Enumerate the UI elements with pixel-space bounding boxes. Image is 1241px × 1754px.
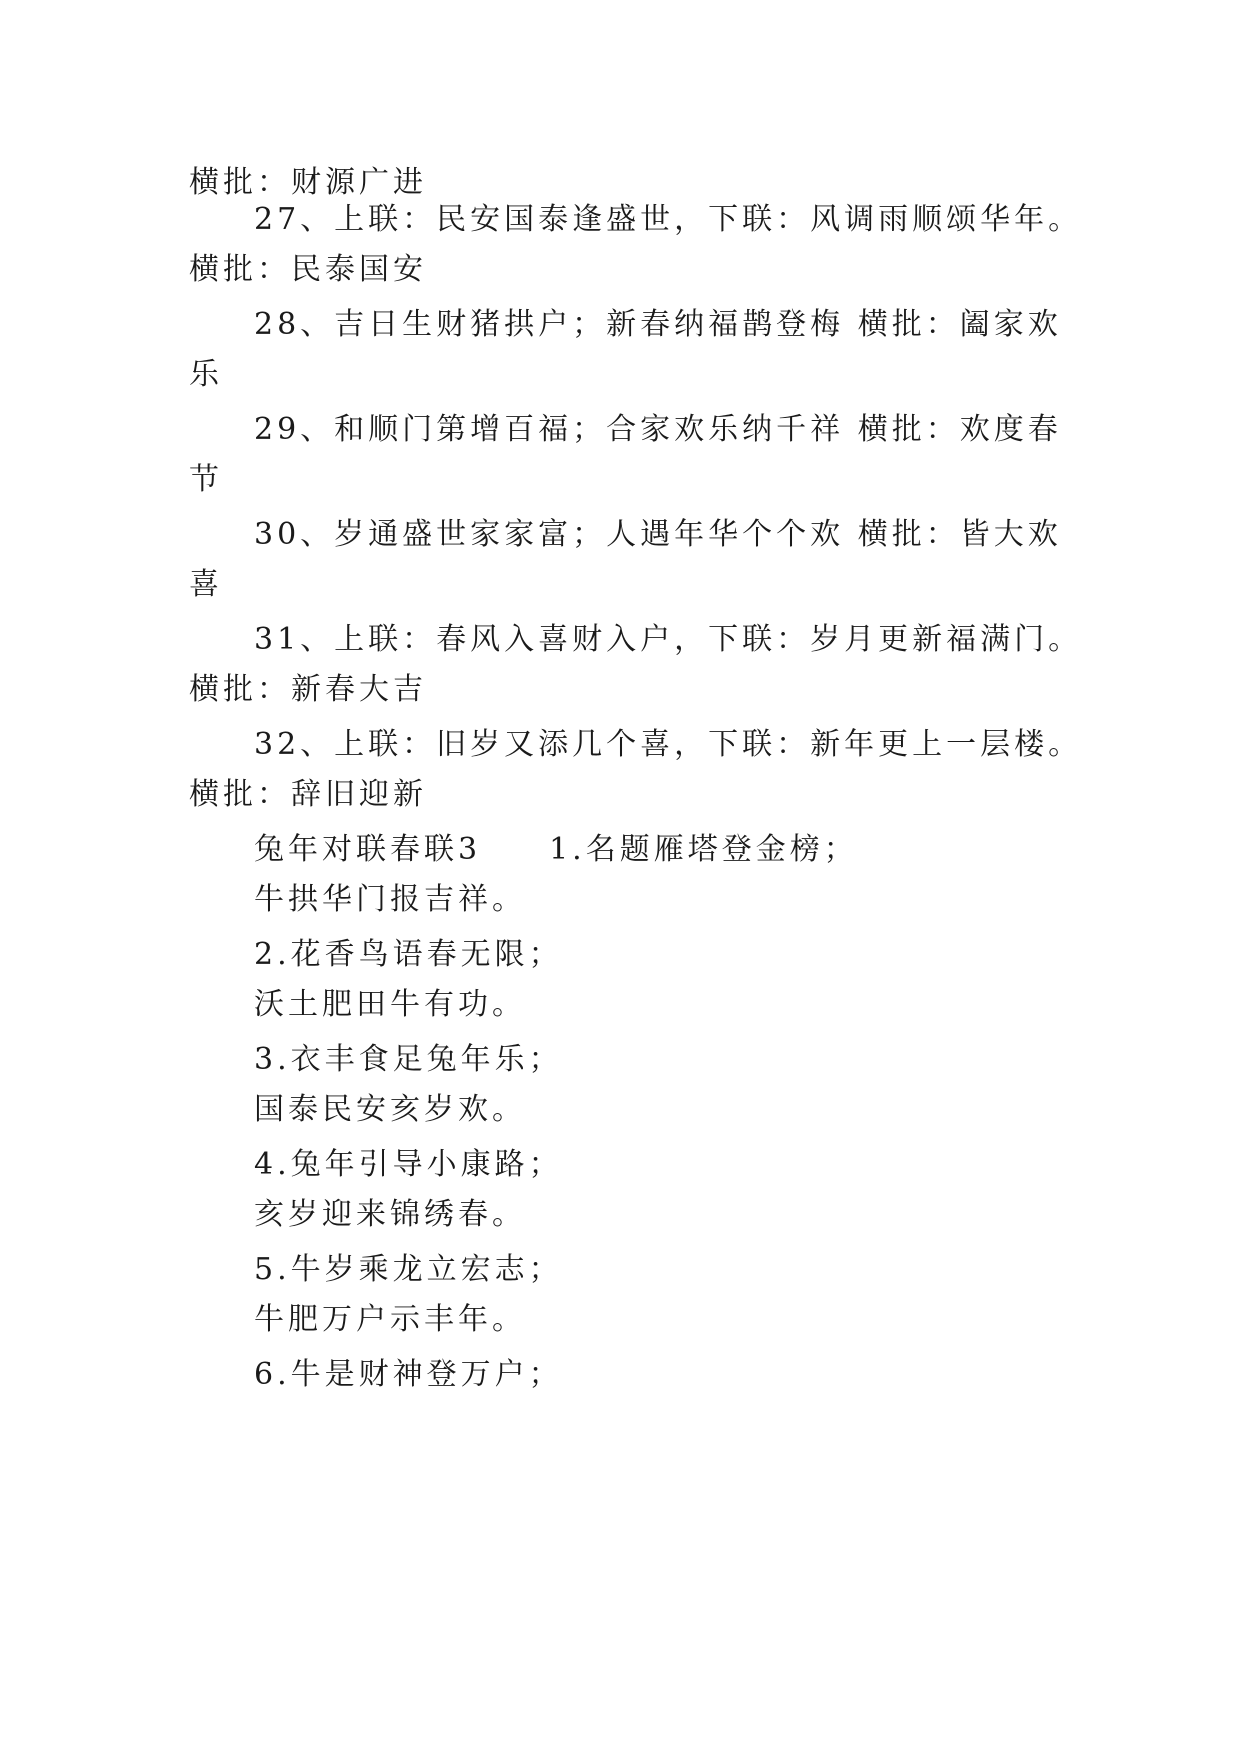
text-line: 31、上联：春风入喜财入户，下联：岁月更新福满门。: [254, 622, 1083, 657]
text-line: 乐: [189, 357, 223, 392]
text-line: 横批：辞旧迎新: [189, 777, 427, 812]
text-line: 横批：民泰国安: [189, 252, 427, 287]
text-line: 兔年对联春联3 1.名题雁塔登金榜；: [254, 832, 858, 867]
text-line: 喜: [189, 567, 223, 602]
text-line: 2.花香鸟语春无限；: [254, 937, 563, 972]
text-line: 6.牛是财神登万户；: [254, 1357, 563, 1392]
text-line: 牛拱华门报吉祥。: [254, 882, 526, 917]
text-line: 沃土肥田牛有功。: [254, 987, 526, 1022]
text-line: 4.兔年引导小康路；: [254, 1147, 563, 1182]
text-line: 29、和顺门第增百福；合家欢乐纳千祥 横批：欢度春: [254, 412, 1062, 447]
text-line: 节: [189, 462, 223, 497]
text-line: 30、岁通盛世家家富；人遇年华个个欢 横批：皆大欢: [254, 517, 1062, 552]
text-line: 横批：财源广进: [189, 165, 427, 200]
text-line: 5.牛岁乘龙立宏志；: [254, 1252, 563, 1287]
text-line: 国泰民安亥岁欢。: [254, 1092, 526, 1127]
text-line: 亥岁迎来锦绣春。: [254, 1197, 526, 1232]
text-line: 3.衣丰食足兔年乐；: [254, 1042, 563, 1077]
text-line: 28、吉日生财猪拱户；新春纳福鹊登梅 横批：阖家欢: [254, 307, 1062, 342]
text-line: 32、上联：旧岁又添几个喜，下联：新年更上一层楼。: [254, 727, 1083, 762]
text-line: 横批：新春大吉: [189, 672, 427, 707]
text-line: 27、上联：民安国泰逢盛世，下联：风调雨顺颂华年。: [254, 202, 1083, 237]
text-line: 牛肥万户示丰年。: [254, 1302, 526, 1337]
